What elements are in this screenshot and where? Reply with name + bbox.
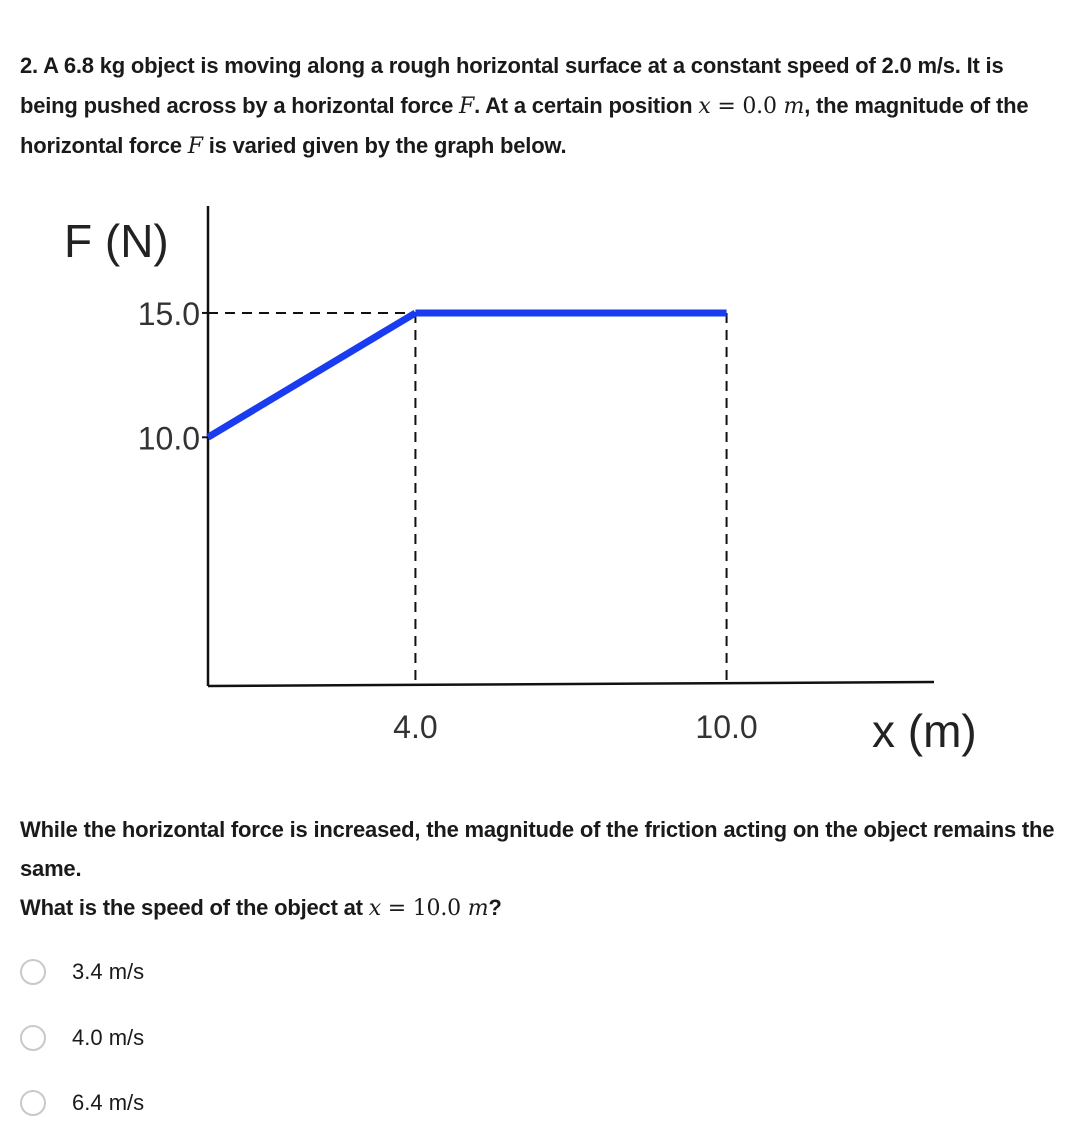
radio-button[interactable] bbox=[20, 1090, 46, 1116]
x-axis bbox=[208, 682, 934, 686]
option-1[interactable] bbox=[20, 950, 320, 994]
y-tick-label: 10.0 bbox=[137, 420, 200, 457]
question-line-1: A 6.8 kg object is moving along a rough horizontal surface at a constant speed of 2.0 m/s. It is being pushed across by a horizontal force bbox=[20, 53, 1004, 118]
y-axis-label: F (N) bbox=[64, 215, 169, 267]
math-target-eq: x = 10.0 m bbox=[368, 896, 489, 921]
option-label: 4.0 m/s bbox=[72, 1025, 145, 1050]
math-position-eq: x = 0.0 m bbox=[698, 93, 805, 119]
math-var-F-2: F bbox=[187, 134, 203, 159]
followup-line-2: What is the speed of the object at x = 10.0 m? bbox=[20, 895, 502, 921]
option-2[interactable] bbox=[20, 1016, 320, 1060]
radio-button[interactable] bbox=[20, 1025, 46, 1051]
question-number: 2. bbox=[20, 53, 38, 78]
x-tick-label: 10.0 bbox=[695, 709, 758, 745]
math-var-F: F bbox=[459, 93, 475, 119]
option-label: 6.4 m/s bbox=[72, 1090, 145, 1115]
x-tick-label: 4.0 bbox=[393, 709, 438, 745]
series-segment-1 bbox=[208, 313, 415, 437]
followup-line-1: While the horizontal force is increased, the magnitude of the friction acting on the object remains the same. bbox=[20, 817, 1055, 881]
question-line-4: is varied given by the graph below. bbox=[202, 133, 567, 158]
option-label: 3.4 m/s bbox=[72, 959, 145, 984]
radio-button[interactable] bbox=[20, 959, 46, 985]
question-line-3: , the magnitude of the horizontal force bbox=[20, 92, 1029, 158]
question-text bbox=[20, 46, 1060, 167]
option-3[interactable] bbox=[20, 1081, 320, 1125]
followup-text bbox=[20, 810, 1060, 928]
force-position-graph bbox=[0, 190, 1080, 780]
y-tick-label: 15.0 bbox=[137, 295, 200, 332]
x-axis-label: x (m) bbox=[872, 705, 977, 757]
question-line-2: . At a certain position bbox=[474, 92, 699, 118]
